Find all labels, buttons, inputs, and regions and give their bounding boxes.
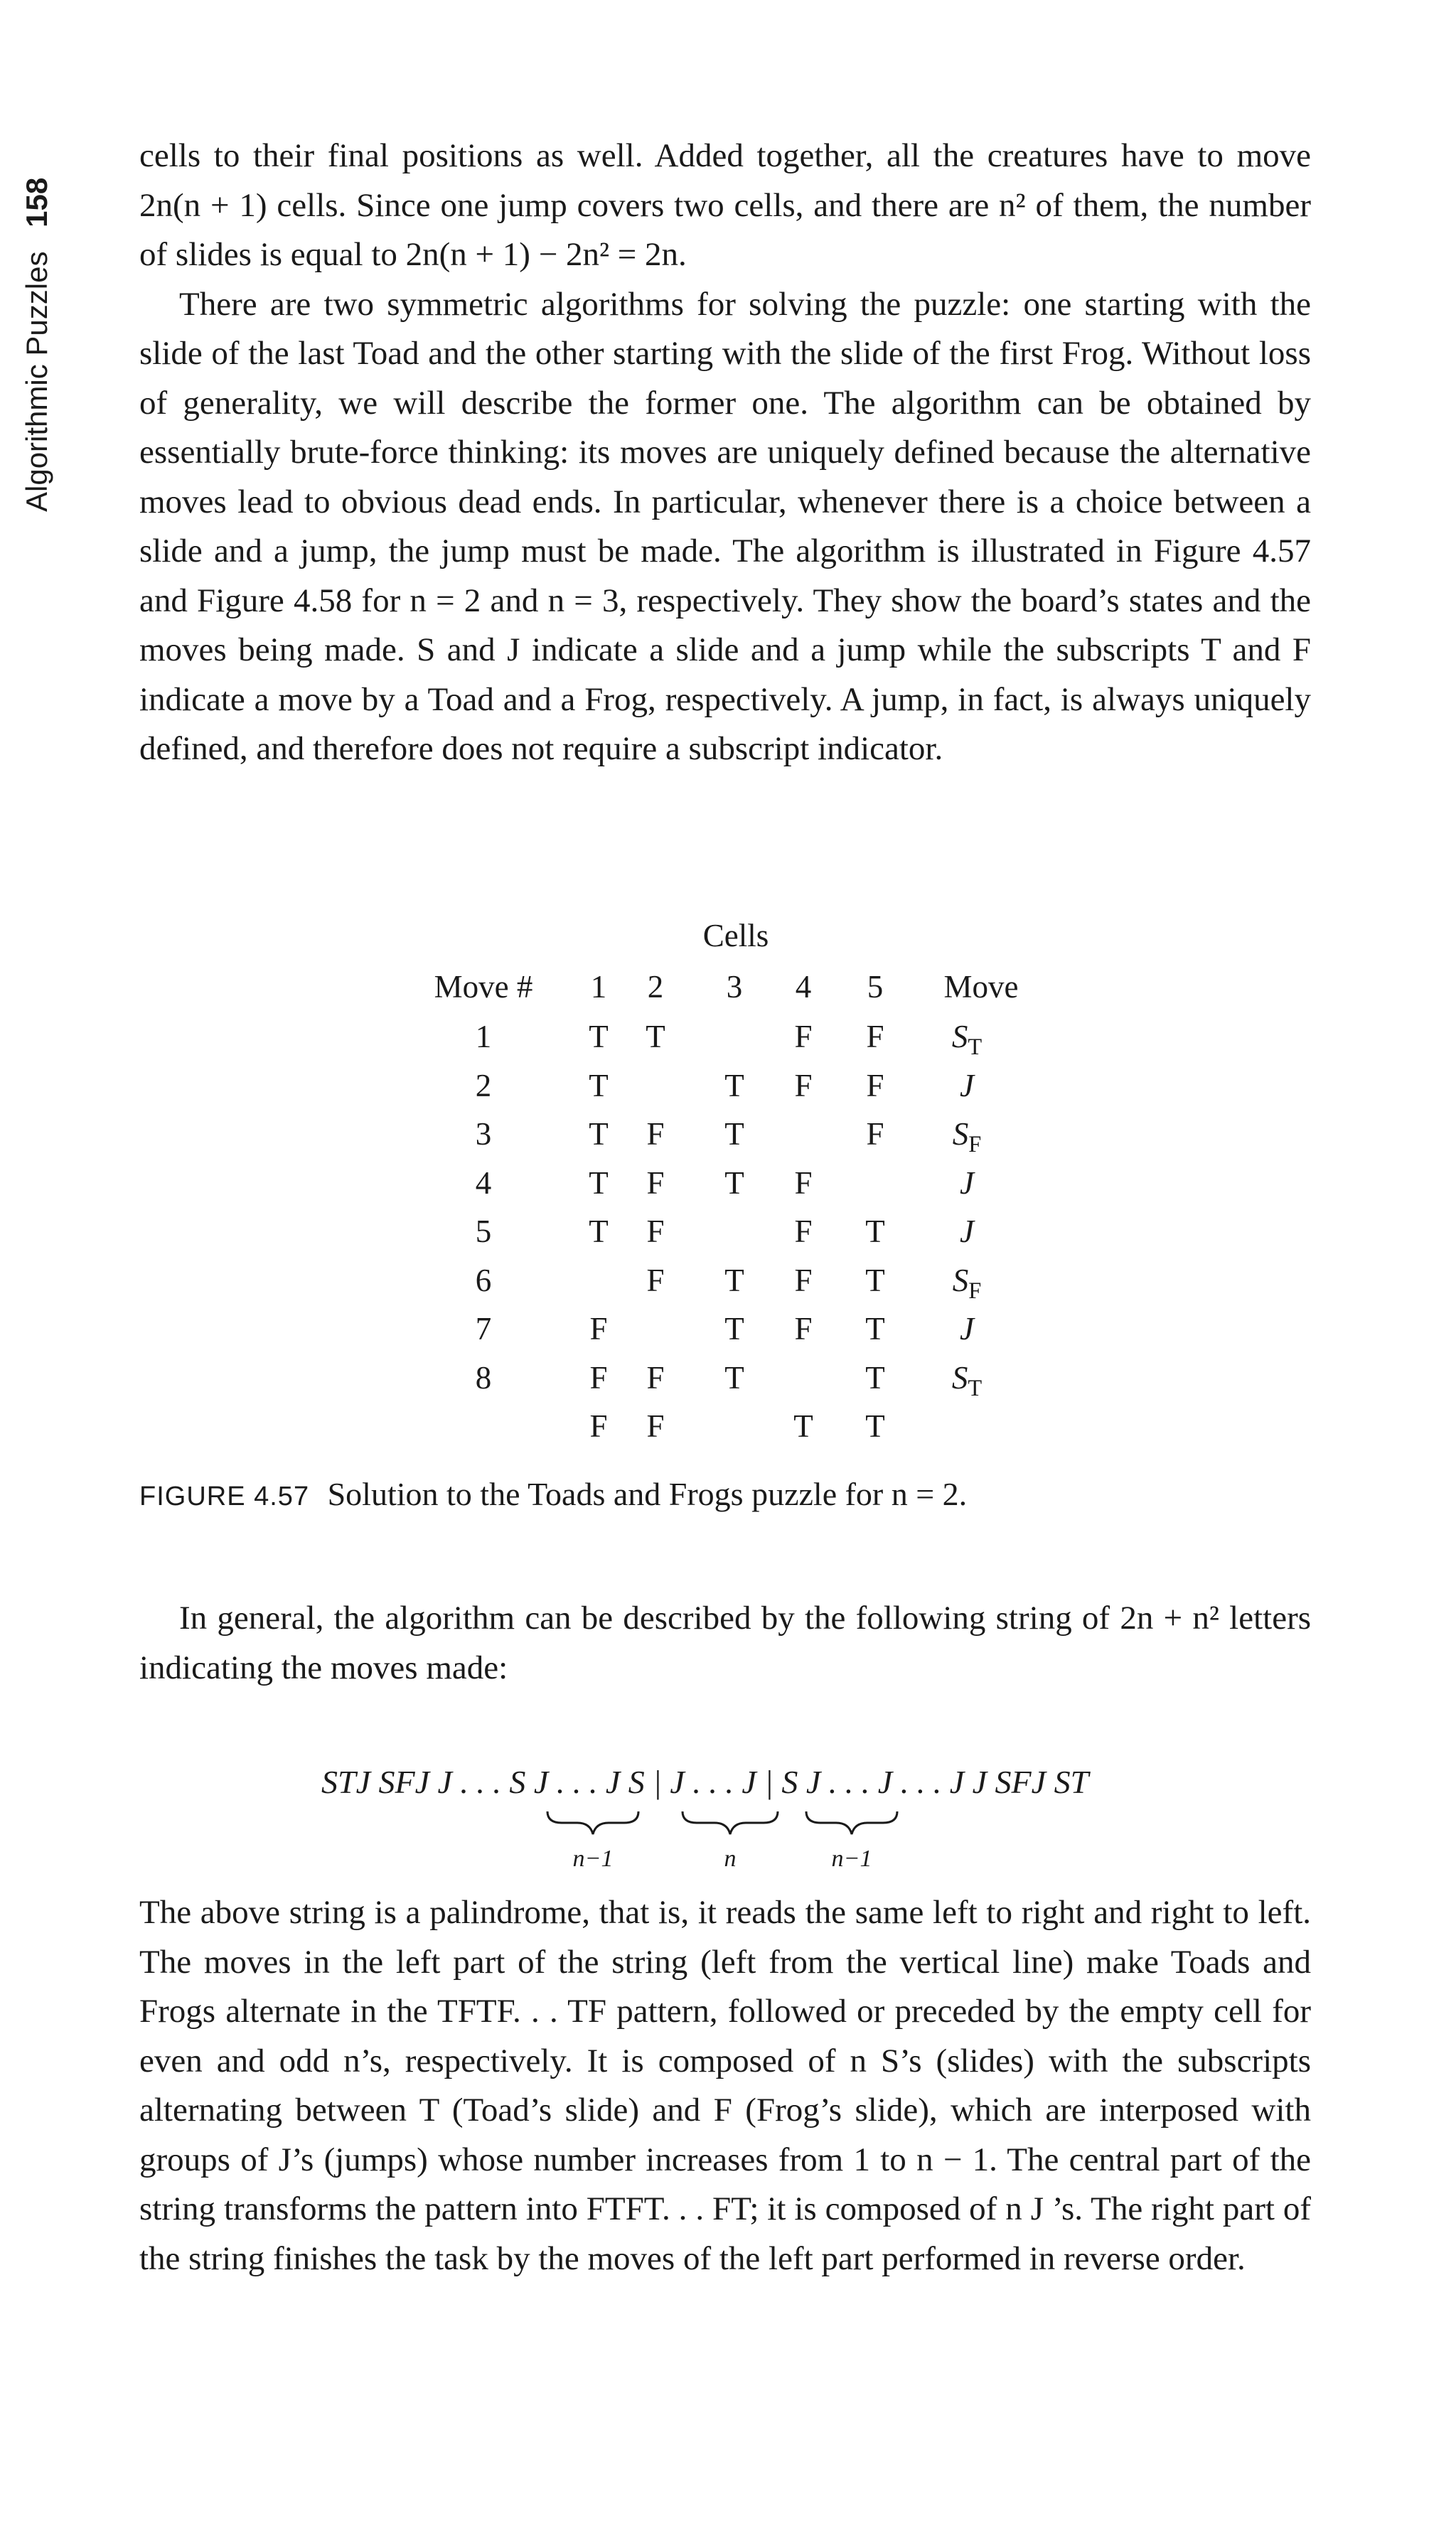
p1-line-1: cells to their final positions as well. Added together, all the creatures have to move xyxy=(139,137,1311,174)
board-cell: T xyxy=(724,1311,744,1347)
move-number: 4 xyxy=(475,1165,492,1201)
move-number: 2 xyxy=(475,1067,492,1103)
formula-text: STJ SFJ J . . . S J . . . J S | J . . . J | S J . . . J . . . J J SFJ ST xyxy=(321,1764,1089,1800)
move-code: $S_F$ xyxy=(952,1262,982,1304)
board-cell: T xyxy=(589,1116,609,1152)
move-number: 5 xyxy=(475,1214,492,1249)
board-cell: T xyxy=(724,1262,744,1298)
p4-line-6: which are interposed with groups of J’s (jumps) whose number increases from 1 to xyxy=(139,2092,1311,2178)
board-cell: F xyxy=(794,1067,813,1103)
board-cell: T xyxy=(793,1408,813,1444)
board-cell: F xyxy=(646,1214,665,1249)
underbrace-right xyxy=(806,1811,897,1834)
move-string-formula xyxy=(0,1763,1456,1891)
cell-col-3-header: 3 xyxy=(726,969,743,1005)
move-number-header: Move # xyxy=(434,969,533,1005)
board-cell: F xyxy=(589,1311,608,1347)
move-code: J xyxy=(960,1311,974,1347)
cell-col-1-header: 1 xyxy=(590,969,607,1005)
board-cell: F xyxy=(866,1019,884,1054)
p1-line-3: number of slides is equal to 2n(n + 1) − 2n² = 2n. xyxy=(139,186,1311,273)
board-cell: T xyxy=(646,1019,665,1054)
board-cell: F xyxy=(794,1165,813,1201)
p2-line-2: slide of the last Toad and the other starting with the slide of the first Frog. Without xyxy=(139,335,1251,372)
board-cell: F xyxy=(646,1408,665,1444)
paragraph-4 xyxy=(139,1888,1311,2284)
p2-line-1: There are two symmetric algorithms for solving the puzzle: one starting with the xyxy=(179,285,1311,323)
board-cell: F xyxy=(646,1165,665,1201)
board-cell: T xyxy=(865,1262,885,1298)
board-cell: T xyxy=(865,1214,885,1249)
cell-col-5-header: 5 xyxy=(867,969,884,1005)
body-text-middle xyxy=(139,1594,1311,1693)
p3-line-1: In general, the algorithm can be described by the following string of 2n + n² xyxy=(179,1600,1219,1637)
board-cell: T xyxy=(724,1067,744,1103)
figure-caption-text: Solution to the Toads and Frogs puzzle for n = 2. xyxy=(327,1476,968,1512)
board-cell: F xyxy=(589,1359,608,1396)
figure-label: FIGURE 4.57 xyxy=(139,1482,310,1511)
page-number: 158 xyxy=(20,177,53,227)
p2-line-3: loss of generality, we will describe the former one. The algorithm can be obtained xyxy=(139,335,1311,422)
board-cell: F xyxy=(646,1116,665,1152)
move-number: 7 xyxy=(475,1311,492,1347)
move-number: 1 xyxy=(475,1019,492,1054)
p2-line-6: choice between a slide and a jump, the jump must be made. The algorithm is xyxy=(139,483,1311,569)
p4-line-3: Toads and Frogs alternate in the TFTF. . . TF pattern, followed or preceded by xyxy=(139,1943,1311,2030)
brace-label-left: n−1 xyxy=(572,1846,614,1872)
p4-line-9: left part performed in reverse order. xyxy=(769,2239,1246,2277)
move-number: 3 xyxy=(475,1116,492,1152)
board-cell: F xyxy=(794,1214,813,1249)
p4-line-4: the empty cell for even and odd n’s, respectively. It is composed of n S’s (slides) xyxy=(139,1993,1312,2079)
board-cell: T xyxy=(865,1359,885,1396)
move-code: J xyxy=(960,1214,974,1249)
p4-line-5: with the subscripts alternating between T (Toad’s slide) and F (Frog’s slide), xyxy=(139,2042,1311,2129)
board-cell: T xyxy=(589,1067,609,1103)
paragraph-3 xyxy=(139,1594,1311,1693)
body-text-bottom xyxy=(139,1888,1311,2284)
move-header: Move xyxy=(943,969,1019,1005)
move-code: J xyxy=(960,1165,974,1201)
move-number: 8 xyxy=(475,1359,492,1396)
p2-line-11: require a subscript indicator. xyxy=(562,730,943,767)
board-cell: F xyxy=(646,1262,665,1298)
cell-col-2-header: 2 xyxy=(647,969,664,1005)
move-code: $S_T$ xyxy=(951,1359,983,1401)
p2-line-8: show the board’s states and the moves being made. S and J indicate a slide and xyxy=(139,582,1311,668)
board-cell: T xyxy=(865,1311,885,1347)
board-cell: F xyxy=(646,1359,665,1396)
board-cell: F xyxy=(794,1311,813,1347)
board-cell: T xyxy=(589,1214,609,1249)
board-cell: F xyxy=(866,1067,884,1103)
move-code: $S_T$ xyxy=(951,1019,983,1060)
underbrace-left xyxy=(547,1811,638,1834)
board-cell: F xyxy=(866,1116,884,1152)
p4-line-8: composed of n J ’s. The right part of the string finishes the task by the moves of the xyxy=(139,2190,1311,2277)
running-head-title: Algorithmic Puzzles xyxy=(20,251,53,512)
board-cell: F xyxy=(794,1262,813,1298)
board-cell: T xyxy=(589,1165,609,1201)
p2-line-5: alternative moves lead to obvious dead ends. In particular, whenever there is a xyxy=(139,434,1312,520)
p3-line-2: letters indicating the moves made: xyxy=(139,1600,1312,1686)
p4-line-1: The above string is a palindrome, that is, it reads the same left to right and right xyxy=(139,1894,1214,1931)
p2-line-7: illustrated in Figure 4.57 and Figure 4.58 for n = 2 and n = 3, respectively. They xyxy=(139,532,1311,619)
brace-label-right: n−1 xyxy=(831,1846,872,1872)
p2-line-4: by essentially brute-force thinking: its moves are uniquely defined because the xyxy=(139,384,1311,471)
board-cell: T xyxy=(865,1408,885,1444)
move-code: $S_F$ xyxy=(952,1116,982,1157)
board-cell: T xyxy=(724,1165,744,1201)
board-cell: T xyxy=(724,1359,744,1396)
cells-header: Cells xyxy=(702,918,769,953)
brace-label-middle: n xyxy=(724,1846,737,1872)
board-cell: T xyxy=(589,1019,609,1054)
board-cell: F xyxy=(794,1019,813,1054)
cell-col-4-header: 4 xyxy=(795,969,812,1005)
p4-line-7: n − 1. The central part of the string transforms the pattern into FTFT. . . FT; it is xyxy=(139,2141,1311,2227)
p4-line-2: to left. The moves in the left part of the string (left from the vertical line) make xyxy=(139,1894,1312,1981)
p2-line-9: a jump while the subscripts T and F indicate a move by a Toad and a Frog, xyxy=(139,631,1312,718)
figure-caption xyxy=(139,1475,967,1513)
move-number: 6 xyxy=(475,1262,492,1298)
board-cell: F xyxy=(589,1408,608,1444)
p2-line-10: respectively. A jump, in fact, is always uniquely defined, and therefore does not xyxy=(139,680,1311,767)
move-code: J xyxy=(960,1067,974,1103)
p1-line-2: 2n(n + 1) cells. Since one jump covers two cells, and there are n² of them, the xyxy=(139,186,1199,224)
underbrace-middle xyxy=(682,1811,778,1834)
board-cell: T xyxy=(724,1116,744,1152)
